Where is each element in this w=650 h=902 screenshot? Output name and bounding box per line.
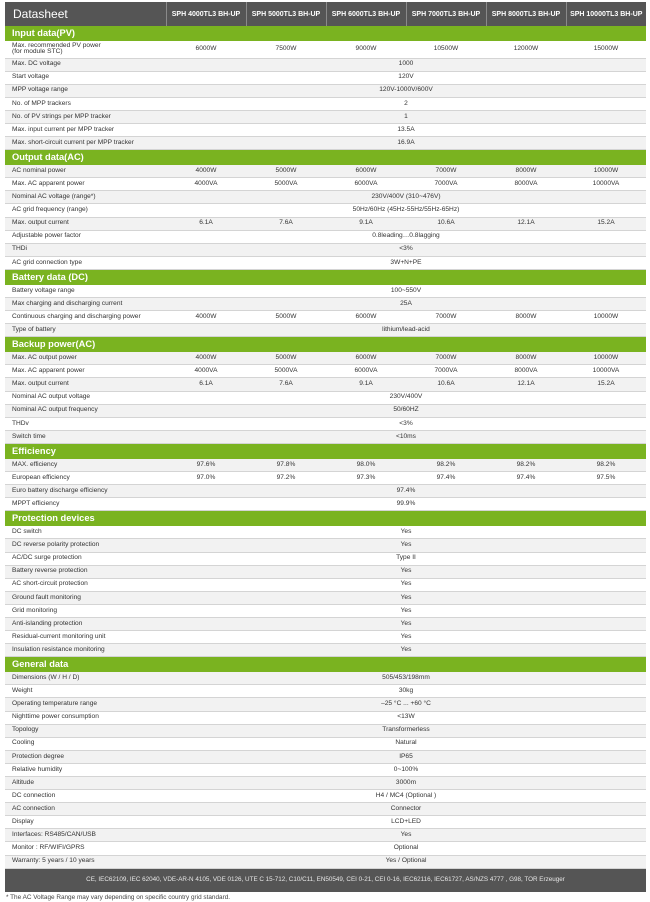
row-value: Yes [166, 565, 646, 578]
section-title: Output data(AC) [5, 150, 646, 166]
row-label: European efficiency [12, 473, 70, 481]
row-value: 6.1A [166, 378, 246, 391]
table-row [5, 672, 646, 685]
row-value: 3000m [166, 777, 646, 790]
row-value: <10ms [166, 430, 646, 443]
section-title: Efficiency [5, 443, 646, 459]
row-value: 97.6% [166, 459, 246, 472]
row-value: 8000W [486, 352, 566, 365]
table-row [5, 352, 646, 365]
section-header [5, 443, 646, 459]
row-label: Euro battery discharge efficiency [5, 485, 166, 498]
datasheet-table [5, 2, 646, 892]
row-value: 13.5A [397, 125, 415, 133]
row-value: 10000VA [592, 367, 620, 375]
row-value: 12000W [513, 44, 539, 52]
row-value: <3% [399, 419, 413, 427]
row-value: 15000W [593, 44, 619, 52]
table-row [5, 256, 646, 269]
row-label: THDi [5, 243, 166, 256]
row-label: Weight [12, 687, 33, 695]
row-label: Dimensions (W / H / D) [5, 672, 166, 685]
table-row [5, 485, 646, 498]
row-value: 98.2% [486, 459, 566, 472]
row-label: Nominal AC output frequency [5, 404, 166, 417]
row-value: 97.3% [356, 473, 376, 481]
table-row [5, 430, 646, 443]
section-header [5, 657, 646, 673]
row-value: Yes [400, 528, 412, 536]
row-value: 12.1A [486, 378, 566, 391]
row-value: 50/60HZ [166, 404, 646, 417]
row-value: 97.2% [276, 473, 296, 481]
row-value: 5000W [246, 165, 326, 178]
section-title: Protection devices [5, 511, 646, 527]
row-label: Residual-current monitoring unit [12, 632, 106, 640]
table-row [5, 178, 646, 191]
row-label: Warranty: 5 years / 10 years [5, 855, 166, 868]
row-value: 9.1A [326, 378, 406, 391]
model-header: SPH 4000TL3 BH-UP [166, 2, 246, 26]
row-value: Yes [166, 539, 646, 552]
row-label: Monitor : RF/WIFI/GPRS [12, 844, 85, 852]
table-row [5, 750, 646, 763]
row-value: 8000W [486, 165, 566, 178]
table-row [5, 84, 646, 97]
table-row [5, 855, 646, 868]
datasheet [5, 2, 646, 901]
row-value: 9.1A [326, 217, 406, 230]
table-row [5, 110, 646, 123]
table-row [5, 230, 646, 243]
row-label: AC short-circuit protection [12, 580, 88, 588]
row-value: 97.4% [436, 473, 456, 481]
row-value: 97.4% [516, 473, 536, 481]
row-value: 6000W [326, 352, 406, 365]
row-value: 15.2A [566, 217, 646, 230]
table-row [5, 711, 646, 724]
row-value: 5000VA [274, 180, 298, 187]
row-value: 0~100% [393, 765, 419, 773]
row-label: Display [12, 818, 34, 826]
row-value: 30kg [398, 687, 414, 695]
table-row [5, 191, 646, 204]
row-value: Yes [166, 829, 646, 842]
row-label: Start voltage [12, 73, 50, 81]
row-label: AC/DC surge protection [12, 554, 82, 562]
model-header: SPH 5000TL3 BH-UP [246, 2, 326, 26]
datasheet-title: Datasheet [5, 2, 166, 26]
table-row [5, 165, 646, 178]
row-value: 7500W [275, 44, 297, 52]
row-value: <3% [166, 243, 646, 256]
row-value: 97.4% [166, 485, 646, 498]
table-row [5, 404, 646, 417]
table-row [5, 842, 646, 855]
row-label: DC reverse polarity protection [5, 539, 166, 552]
table-row [5, 324, 646, 337]
table-row [5, 137, 646, 150]
row-value: Yes [400, 606, 412, 614]
table-row [5, 391, 646, 404]
row-value: 16.9A [166, 137, 646, 150]
row-value: 7000W [406, 165, 486, 178]
row-label: Cooling [12, 739, 35, 747]
table-row [5, 365, 646, 378]
row-value: 3W+N+PE [390, 258, 422, 266]
row-value: 4000W [166, 352, 246, 365]
row-label: Nominal AC output voltage [12, 393, 91, 401]
model-header: SPH 8000TL3 BH-UP [486, 2, 566, 26]
row-label: Max. output current [5, 378, 166, 391]
row-value: 4000VA [194, 180, 218, 187]
row-value: Yes [166, 591, 646, 604]
table-row [5, 498, 646, 511]
row-label: Nighttime power consumption [12, 713, 99, 721]
row-value: 7.6A [246, 217, 326, 230]
row-label: Max. short-circuit current per MPP tracker [5, 137, 166, 150]
row-label: Topology [5, 724, 166, 737]
row-label: Altitude [5, 777, 166, 790]
row-value: 10000W [593, 312, 619, 320]
row-value: 8000W [515, 312, 537, 320]
table-row [5, 204, 646, 217]
certifications: CE, IEC62109, IEC 62040, VDE-AR-N 4105, VDE 0126, UTE C 15-712, C10/C11, EN50549, CEI 0-21, CEI 0-16, IEC62116, IEC61727, AS/NZS 4777 , G98, TOR Erzeuger [5, 868, 646, 892]
row-label: Battery reverse protection [5, 565, 166, 578]
row-value: 97.0% [196, 473, 216, 481]
section-header [5, 511, 646, 527]
row-value: 9000W [355, 44, 377, 52]
row-value: 10.6A [406, 217, 486, 230]
table-row [5, 552, 646, 565]
row-value: 25A [166, 298, 646, 311]
row-label: DC switch [12, 528, 42, 536]
table-row [5, 459, 646, 472]
row-value: 12.1A [486, 217, 566, 230]
row-value: 7000W [435, 312, 457, 320]
row-label: Anti-islanding protection [5, 617, 166, 630]
row-label: MAX. efficiency [5, 459, 166, 472]
row-label: Interfaces: RS485/CAN/USB [5, 829, 166, 842]
row-value: 1000 [166, 58, 646, 71]
table-row [5, 123, 646, 136]
row-value: 6000W [195, 44, 217, 52]
row-value: <13W [397, 713, 415, 721]
row-value: lithium/lead-acid [166, 324, 646, 337]
table-row [5, 763, 646, 776]
row-label: Max. AC output power [5, 352, 166, 365]
row-value: 6000VA [354, 180, 378, 187]
row-value: 230V/400V [389, 393, 423, 401]
row-value: 7000W [406, 352, 486, 365]
table-row [5, 724, 646, 737]
table-row [5, 417, 646, 430]
row-value: Yes [166, 644, 646, 657]
row-label: Ground fault monitoring [5, 591, 166, 604]
model-header: SPH 10000TL3 BH-UP [566, 2, 646, 26]
table-row [5, 472, 646, 485]
row-label: Max. recommended PV power (for module STC) [12, 41, 101, 56]
section-header [5, 337, 646, 353]
row-value: 7000VA [434, 367, 458, 375]
section-title: Input data(PV) [5, 26, 646, 41]
table-row [5, 298, 646, 311]
row-label: Max. DC voltage [5, 58, 166, 71]
row-value: 97.8% [246, 459, 326, 472]
table-row [5, 41, 646, 58]
row-label: AC grid frequency (range) [12, 206, 88, 214]
row-value: 230V/400V (310~476V) [166, 191, 646, 204]
table-row [5, 591, 646, 604]
row-value: Transformerless [166, 724, 646, 737]
row-value: 6000W [326, 165, 406, 178]
row-value: 98.2% [406, 459, 486, 472]
row-value: 10.6A [406, 378, 486, 391]
row-label: Max charging and discharging current [5, 298, 166, 311]
row-value: 4000W [166, 165, 246, 178]
row-value: Yes [400, 632, 412, 640]
row-value: 120V [398, 73, 414, 81]
row-value: 8000VA [514, 367, 538, 375]
row-value: 505/453/198mm [166, 672, 646, 685]
table-row [5, 803, 646, 816]
row-value: 6000VA [354, 367, 378, 375]
section-header [5, 269, 646, 285]
row-value: 120V-1000V/600V [166, 84, 646, 97]
row-value: 6000W [355, 312, 377, 320]
row-label: Nominal AC voltage (range*) [5, 191, 166, 204]
row-label: Insulation resistance monitoring [5, 644, 166, 657]
table-row [5, 777, 646, 790]
row-label: DC connection [12, 791, 56, 799]
table-row [5, 644, 646, 657]
section-header [5, 26, 646, 41]
section-title: Backup power(AC) [5, 337, 646, 353]
section-title: General data [5, 657, 646, 673]
row-value: Yes / Optional [166, 855, 646, 868]
section-header [5, 150, 646, 166]
table-row [5, 604, 646, 617]
row-value: Natural [395, 739, 417, 747]
table-row [5, 539, 646, 552]
row-value: 5000W [246, 352, 326, 365]
row-label: Switch time [5, 430, 166, 443]
table-row [5, 790, 646, 803]
row-label: Max. AC apparent power [12, 367, 85, 375]
row-value: 7.6A [246, 378, 326, 391]
row-value: 98.2% [566, 459, 646, 472]
row-value: 5000W [275, 312, 297, 320]
row-label: Max. output current [5, 217, 166, 230]
row-label: Relative humidity [12, 765, 63, 773]
row-value: Connector [166, 803, 646, 816]
row-value: 7000VA [434, 180, 458, 187]
row-value: Yes [400, 580, 412, 588]
row-value: 10500W [433, 44, 459, 52]
row-value: 0.8leading…0.8lagging [372, 232, 440, 240]
table-row [5, 311, 646, 324]
table-row [5, 816, 646, 829]
table-row [5, 243, 646, 256]
table-row [5, 526, 646, 539]
row-value: 6.1A [166, 217, 246, 230]
row-value: 100~550V [390, 286, 422, 294]
row-label: AC nominal power [5, 165, 166, 178]
row-value: 97.5% [596, 473, 616, 481]
row-label: MPP voltage range [5, 84, 166, 97]
table-row [5, 58, 646, 71]
row-value: 98.0% [326, 459, 406, 472]
row-value: 99.9% [396, 499, 416, 507]
table-row [5, 829, 646, 842]
row-value: 10000W [566, 165, 646, 178]
row-value: Yes [166, 617, 646, 630]
row-value: 10000VA [592, 180, 620, 187]
row-label: THDv [12, 419, 29, 427]
row-label: Battery voltage range [12, 286, 75, 294]
table-row [5, 378, 646, 391]
row-label: No. of PV strings per MPP tracker [5, 110, 166, 123]
row-value: Optional [393, 844, 419, 852]
row-label: Operating temperature range [5, 698, 166, 711]
table-row [5, 565, 646, 578]
row-value: 50Hz/60Hz (45Hz-55Hz/55Hz-65Hz) [352, 206, 460, 214]
table-row [5, 578, 646, 591]
row-label: AC grid connection type [12, 258, 83, 266]
row-value: 10000W [566, 352, 646, 365]
row-value: 4000W [195, 312, 217, 320]
table-row [5, 698, 646, 711]
table-row [5, 285, 646, 298]
table-row [5, 217, 646, 230]
row-value: H4 / MC4 (Optional ) [375, 791, 437, 799]
row-label: AC connection [5, 803, 166, 816]
footnote: * The AC Voltage Range may vary depending on specific country grid standard. [6, 893, 231, 901]
row-value: Type II [396, 554, 416, 562]
table-row [5, 71, 646, 84]
row-label: No. of MPP trackers [12, 99, 71, 107]
table-row [5, 737, 646, 750]
row-label: MPPT efficiency [12, 499, 60, 507]
row-value: 1 [166, 110, 646, 123]
row-value: 5000VA [274, 367, 298, 375]
table-row [5, 685, 646, 698]
row-value: 15.2A [566, 378, 646, 391]
header-row [5, 2, 646, 26]
row-label: Protection degree [5, 750, 166, 763]
row-value: IP65 [166, 750, 646, 763]
row-label: Grid monitoring [12, 606, 58, 614]
certifications-row [5, 868, 646, 892]
model-header: SPH 6000TL3 BH-UP [326, 2, 406, 26]
row-label: Max. input current per MPP tracker [12, 125, 115, 133]
row-value: 4000VA [194, 367, 218, 375]
row-value: 2 [404, 99, 408, 107]
model-header: SPH 7000TL3 BH-UP [406, 2, 486, 26]
row-label: Continuous charging and discharging power [12, 312, 141, 320]
row-label: Max. AC apparent power [12, 180, 85, 187]
row-value: LCD+LED [391, 818, 421, 826]
row-label: Type of battery [5, 324, 166, 337]
table-row [5, 617, 646, 630]
table-row [5, 631, 646, 644]
table-row [5, 97, 646, 110]
row-value: 8000VA [514, 180, 538, 187]
row-value: –25 °C ... +60 °C [166, 698, 646, 711]
row-label: Adjustable power factor [12, 232, 81, 240]
section-title: Battery data (DC) [5, 269, 646, 285]
